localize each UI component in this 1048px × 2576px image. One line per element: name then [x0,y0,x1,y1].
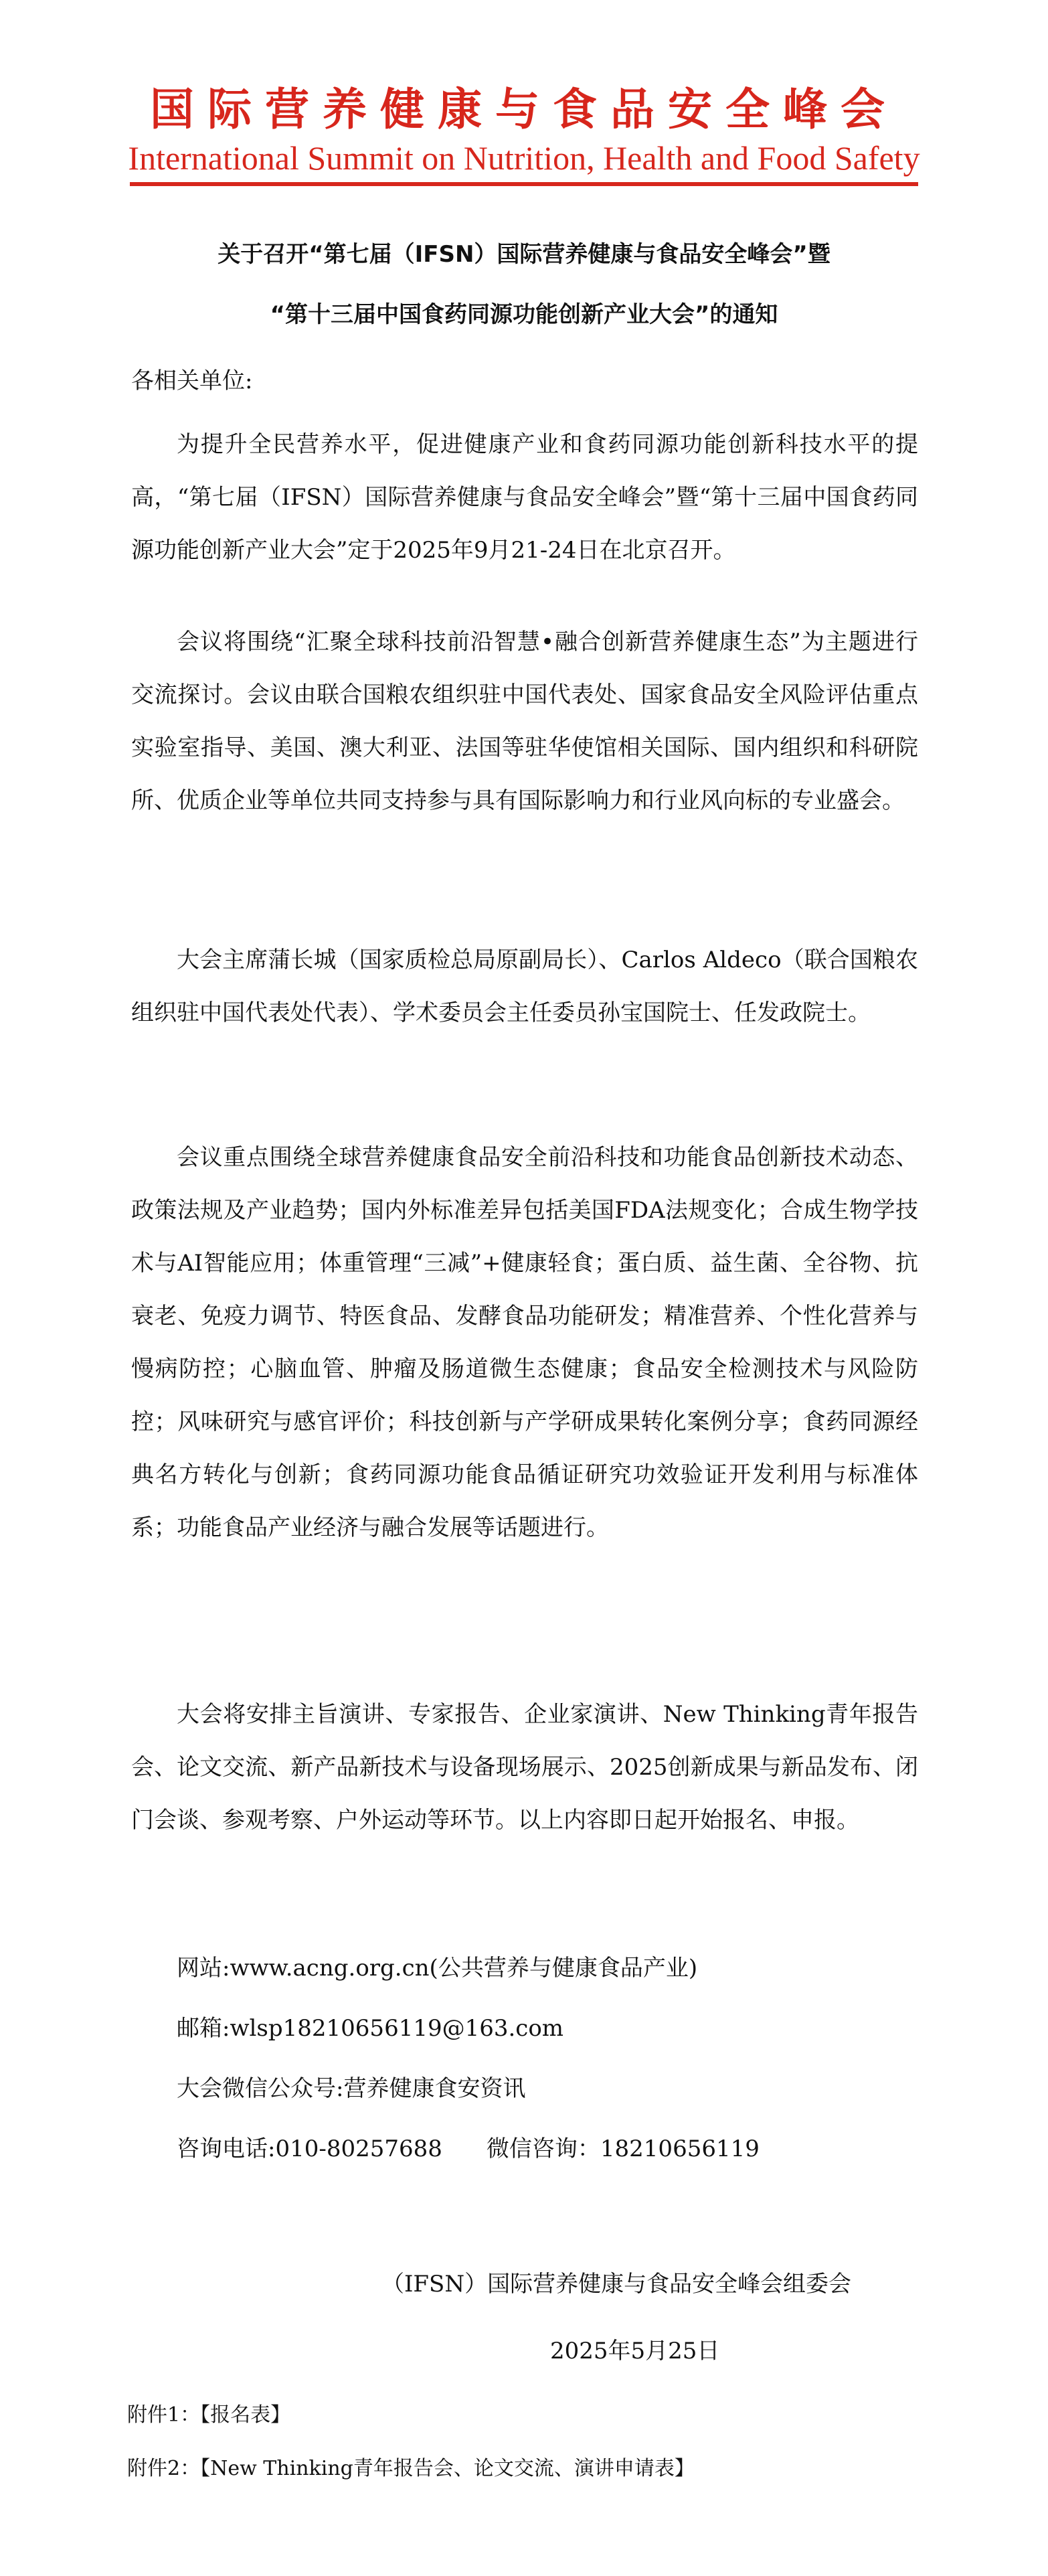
paragraph-chairs: 大会主席蒲长城（国家质检总局原副局长）、Carlos Aldeco（联合国粮农组织驻中国代表处代表）、学术委员会主任委员孙宝国院士、任发政院士。 [131,947,918,1026]
contact-phone-line [177,2130,760,2163]
paragraph-agenda: 大会将安排主旨演讲、专家报告、企业家演讲、New Thinking青年报告会、论文交流、新产品新技术与设备现场展示、2025创新成果与新品发布、闭门会谈、参观考察、户外运动等环节。以上内容即日起开始报名、申报。 [131,1701,918,1834]
summit-title-chinese: 国际营养健康与食品安全峰会 [150,84,898,135]
paragraph-theme: 会议将围绕“汇聚全球科技前沿智慧•融合创新营养健康生态”为主题进行交流探讨。会议由联合国粮农组织驻中国代表处、国家食品安全风险评估重点实验室指导、美国、澳大利亚、法国等驻华使馆相关国际、国内组织和科研院所、优质企业等单位共同支持参与具有国际影响力和行业风向标的专业盛会。 [131,629,918,814]
contact-phone: 咨询电话:010-80257688 [177,2136,442,2162]
signature-date: 2025年5月25日 [550,2338,720,2364]
contact-wechat-consult: 微信咨询：18210656119 [486,2136,760,2162]
contact-website[interactable]: 网站:www.acng.org.cn(公共营养与健康食品产业) [177,1955,698,1982]
notice-title-line2: “第十三届中国食药同源功能创新产业大会”的通知 [270,301,778,328]
header-divider [130,182,918,186]
paragraph-intro: 为提升全民营养水平，促进健康产业和食药同源功能创新科技水平的提高，“第七届（IFSN）国际营养健康与食品安全峰会”暨“第十三届中国食药同源功能创新产业大会”定于2025年9月21-24日在北京召开。 [131,431,918,564]
salutation: 各相关单位: [131,368,253,394]
contact-wechat-account: 大会微信公众号:营养健康食安资讯 [177,2075,526,2102]
attachment-2[interactable]: 附件2：【New Thinking青年报告会、论文交流、演讲申请表】 [127,2457,695,2480]
summit-title-english: International Summit on Nutrition, Health and Food Safety [128,139,920,177]
paragraph-topics: 会议重点围绕全球营养健康食品安全前沿科技和功能食品创新技术动态、政策法规及产业趋势；国内外标准差异包括美国FDA法规变化；合成生物学技术与AI智能应用；体重管理“三减”+健康轻食；蛋白质、益生菌、全谷物、抗衰老、免疫力调节、特医食品、发酵食品功能研发；精准营养、个性化营养与慢病防控；心脑血管、肿瘤及肠道微生态健康；食品安全检测技术与风险防控；风味研究与感官评价；科技创新与产学研成果转化案例分享；食药同源经典名方转化与创新；食药同源功能食品循证研究功效验证开发利用与标准体系；功能食品产业经济与融合发展等话题进行。 [131,1144,918,1541]
signature-organization: （IFSN）国际营养健康与食品安全峰会组委会 [381,2271,852,2298]
contact-email[interactable]: 邮箱:wlsp18210656119@163.com [177,2015,564,2042]
attachment-1[interactable]: 附件1：【报名表】 [127,2403,291,2427]
notice-title-line1: 关于召开“第七届（IFSN）国际营养健康与食品安全峰会”暨 [217,241,831,268]
